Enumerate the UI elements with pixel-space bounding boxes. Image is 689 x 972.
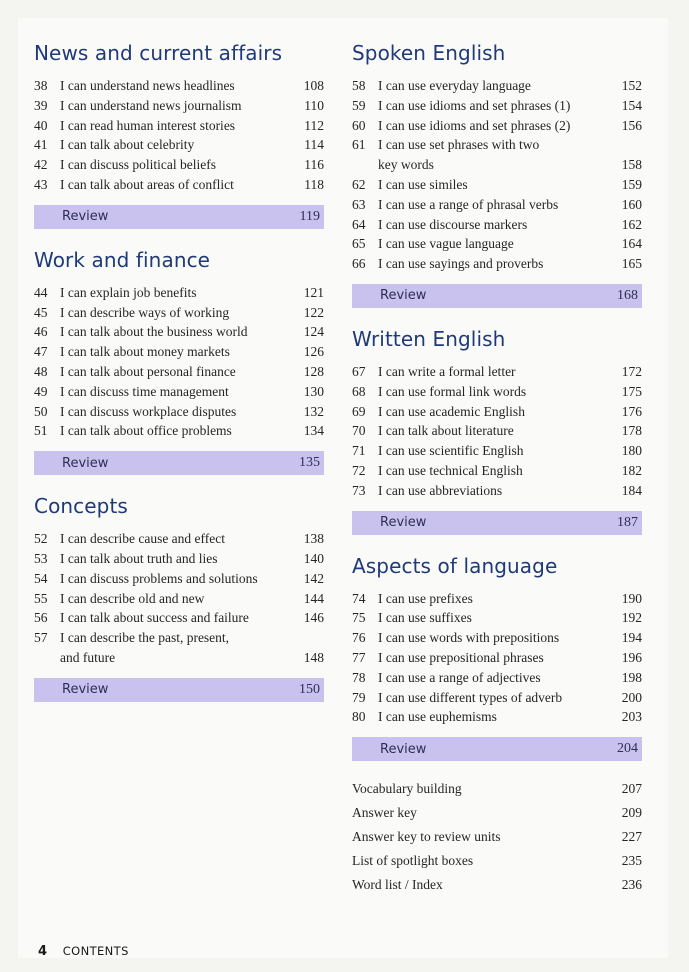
unit-title: I can understand news journalism bbox=[60, 97, 242, 113]
unit-number: 64 bbox=[352, 216, 366, 232]
unit-entry[interactable] bbox=[34, 322, 324, 342]
unit-number: 51 bbox=[34, 423, 48, 439]
unit-page-number: 146 bbox=[303, 610, 324, 626]
back-matter-title: Vocabulary building bbox=[352, 781, 462, 797]
unit-number: 71 bbox=[352, 443, 366, 459]
unit-page-number: 180 bbox=[621, 443, 642, 459]
unit-title: I can write a formal letter bbox=[378, 363, 516, 379]
unit-list bbox=[34, 529, 324, 668]
review-label: Review bbox=[380, 741, 427, 757]
unit-title: I can use vague language bbox=[378, 236, 514, 252]
unit-title: I can use suffixes bbox=[378, 610, 472, 626]
unit-page-number: 118 bbox=[304, 176, 324, 192]
review-band[interactable] bbox=[352, 284, 642, 308]
unit-page-number: 152 bbox=[621, 78, 642, 93]
unit-number: 40 bbox=[34, 117, 48, 133]
unit-entry[interactable] bbox=[34, 628, 324, 668]
unit-title: I can talk about literature bbox=[378, 423, 514, 439]
section bbox=[352, 551, 642, 762]
unit-page-number: 203 bbox=[621, 709, 642, 725]
unit-number: 73 bbox=[352, 482, 366, 498]
unit-number: 77 bbox=[352, 649, 366, 665]
unit-entry[interactable] bbox=[352, 481, 642, 501]
page-footer bbox=[38, 944, 129, 959]
unit-page-number: 172 bbox=[621, 363, 642, 379]
unit-number: 78 bbox=[352, 669, 366, 685]
unit-entry[interactable] bbox=[352, 76, 642, 96]
unit-list bbox=[34, 76, 324, 195]
section-heading: Concepts bbox=[34, 494, 128, 519]
unit-number: 62 bbox=[352, 176, 366, 192]
review-band[interactable] bbox=[352, 511, 642, 535]
unit-page-number: 112 bbox=[304, 117, 324, 133]
back-matter-page-number: 209 bbox=[621, 805, 642, 821]
unit-number: 53 bbox=[34, 550, 48, 566]
unit-number: 52 bbox=[34, 531, 48, 547]
unit-page-number: 108 bbox=[303, 78, 324, 93]
unit-entry[interactable] bbox=[352, 668, 642, 688]
unit-number: 56 bbox=[34, 610, 48, 626]
back-matter-page-number: 227 bbox=[621, 829, 642, 845]
unit-number: 44 bbox=[34, 284, 48, 300]
back-matter-entry[interactable] bbox=[352, 801, 642, 825]
unit-title: I can describe ways of working bbox=[60, 304, 230, 320]
unit-entry[interactable] bbox=[352, 608, 642, 628]
unit-entry[interactable] bbox=[34, 283, 324, 303]
unit-page-number: 132 bbox=[303, 403, 324, 419]
unit-page-number: 190 bbox=[621, 590, 642, 606]
unit-entry[interactable] bbox=[34, 569, 324, 589]
review-label: Review bbox=[380, 515, 427, 531]
unit-page-number: 194 bbox=[621, 630, 642, 646]
unit-number: 55 bbox=[34, 590, 48, 606]
unit-number: 59 bbox=[352, 97, 366, 113]
unit-page-number: 148 bbox=[303, 649, 324, 665]
back-matter-entry[interactable] bbox=[352, 825, 642, 849]
unit-list bbox=[352, 76, 642, 274]
unit-entry[interactable] bbox=[34, 76, 324, 96]
unit-entry[interactable] bbox=[352, 402, 642, 422]
unit-list bbox=[352, 362, 642, 501]
unit-title: I can describe old and new bbox=[60, 590, 205, 606]
unit-number: 79 bbox=[352, 689, 366, 705]
unit-list bbox=[34, 283, 324, 441]
unit-title: I can use similes bbox=[378, 176, 468, 192]
unit-number: 66 bbox=[352, 256, 366, 272]
review-page-number: 168 bbox=[617, 287, 638, 303]
unit-title: I can talk about the business world bbox=[60, 324, 248, 340]
unit-title: I can explain job benefits bbox=[60, 284, 197, 300]
section-heading: Spoken English bbox=[352, 41, 506, 65]
unit-entry[interactable] bbox=[34, 155, 324, 175]
review-band[interactable] bbox=[34, 451, 324, 475]
unit-page-number: 200 bbox=[621, 689, 642, 705]
review-label: Review bbox=[62, 455, 109, 471]
unit-title: I can use idioms and set phrases (2) bbox=[378, 117, 571, 133]
back-matter-title: Word list / Index bbox=[352, 877, 443, 893]
unit-title: I can use a range of adjectives bbox=[378, 669, 541, 685]
unit-entry[interactable] bbox=[34, 529, 324, 549]
section-heading: Written English bbox=[352, 326, 506, 351]
unit-page-number: 165 bbox=[621, 256, 642, 272]
unit-title: I can use discourse markers bbox=[378, 216, 528, 232]
unit-entry[interactable] bbox=[352, 421, 642, 441]
section bbox=[34, 38, 324, 229]
unit-entry[interactable] bbox=[352, 215, 642, 235]
unit-page-number: 124 bbox=[303, 324, 324, 340]
unit-number: 45 bbox=[34, 304, 48, 320]
unit-number: 43 bbox=[34, 176, 48, 192]
back-matter-title: List of spotlight boxes bbox=[352, 853, 474, 869]
unit-number: 70 bbox=[352, 423, 366, 439]
unit-title: I can talk about celebrity bbox=[60, 137, 195, 153]
unit-title: I can discuss problems and solutions bbox=[60, 570, 258, 586]
unit-number: 60 bbox=[352, 117, 366, 133]
unit-number: 76 bbox=[352, 630, 366, 646]
unit-page-number: 182 bbox=[621, 462, 642, 478]
unit-number: 68 bbox=[352, 383, 366, 399]
unit-title: I can talk about success and failure bbox=[60, 610, 249, 626]
unit-number: 67 bbox=[352, 363, 366, 379]
unit-entry[interactable] bbox=[34, 402, 324, 422]
unit-title: I can use formal link words bbox=[378, 383, 527, 399]
unit-number: 48 bbox=[34, 363, 48, 379]
unit-entry[interactable] bbox=[34, 135, 324, 155]
back-matter-page-number: 207 bbox=[621, 781, 642, 797]
unit-number: 38 bbox=[34, 78, 48, 93]
unit-title: I can describe the past, present, and future bbox=[60, 630, 230, 665]
unit-number: 61 bbox=[352, 137, 366, 153]
unit-page-number: 128 bbox=[303, 363, 324, 379]
unit-entry[interactable] bbox=[352, 135, 642, 175]
footer-label: CONTENTS bbox=[62, 944, 129, 958]
unit-page-number: 144 bbox=[303, 590, 324, 606]
unit-number: 54 bbox=[34, 570, 48, 586]
unit-entry[interactable] bbox=[34, 549, 324, 569]
section bbox=[352, 38, 642, 308]
unit-entry[interactable] bbox=[34, 303, 324, 323]
unit-page-number: 122 bbox=[303, 304, 324, 320]
unit-title: I can use technical English bbox=[378, 462, 523, 478]
unit-page-number: 175 bbox=[621, 383, 642, 399]
unit-number: 42 bbox=[34, 157, 48, 173]
unit-page-number: 126 bbox=[303, 344, 324, 360]
unit-number: 41 bbox=[34, 137, 48, 153]
review-band[interactable] bbox=[34, 678, 324, 702]
unit-page-number: 130 bbox=[303, 383, 324, 399]
unit-entry[interactable] bbox=[34, 175, 324, 195]
unit-entry[interactable] bbox=[352, 362, 642, 382]
unit-number: 80 bbox=[352, 709, 366, 725]
unit-entry[interactable] bbox=[34, 116, 324, 136]
unit-entry[interactable] bbox=[352, 254, 642, 274]
back-matter-title: Answer key to review units bbox=[352, 829, 501, 845]
unit-title: I can discuss time management bbox=[60, 383, 229, 399]
review-page-number: 204 bbox=[617, 741, 638, 757]
unit-number: 63 bbox=[352, 196, 366, 212]
review-page-number: 150 bbox=[299, 681, 320, 697]
unit-entry[interactable] bbox=[34, 362, 324, 382]
unit-number: 47 bbox=[34, 344, 48, 360]
unit-entry[interactable] bbox=[34, 608, 324, 628]
unit-entry[interactable] bbox=[352, 589, 642, 609]
unit-entry[interactable] bbox=[352, 628, 642, 648]
review-label: Review bbox=[62, 682, 109, 698]
unit-title: I can understand news headlines bbox=[60, 78, 235, 93]
unit-title: I can use sayings and proverbs bbox=[378, 256, 544, 272]
back-matter-page-number: 236 bbox=[621, 877, 642, 893]
unit-title: I can talk about office problems bbox=[60, 423, 232, 439]
unit-title: I can use a range of phrasal verbs bbox=[378, 196, 559, 212]
unit-entry[interactable] bbox=[34, 421, 324, 441]
section-heading: Work and finance bbox=[34, 247, 211, 272]
unit-page-number: 192 bbox=[621, 610, 642, 626]
unit-page-number: 110 bbox=[304, 97, 324, 113]
unit-entry[interactable] bbox=[34, 96, 324, 116]
unit-entry[interactable] bbox=[34, 342, 324, 362]
unit-entry[interactable] bbox=[352, 688, 642, 708]
unit-number: 46 bbox=[34, 324, 48, 340]
unit-page-number: 114 bbox=[304, 137, 324, 153]
unit-entry[interactable] bbox=[352, 441, 642, 461]
unit-number: 65 bbox=[352, 236, 366, 252]
unit-entry[interactable] bbox=[352, 195, 642, 215]
unit-page-number: 154 bbox=[621, 97, 642, 113]
unit-title: I can read human interest stories bbox=[60, 117, 236, 133]
unit-entry[interactable] bbox=[34, 382, 324, 402]
unit-number: 72 bbox=[352, 462, 366, 478]
unit-title: I can talk about money markets bbox=[60, 344, 230, 360]
unit-title: I can use words with prepositions bbox=[378, 630, 560, 646]
review-page-number: 135 bbox=[299, 455, 320, 471]
unit-title: I can discuss political beliefs bbox=[60, 157, 216, 173]
unit-title: I can use abbreviations bbox=[378, 482, 503, 498]
unit-page-number: 158 bbox=[621, 157, 642, 173]
unit-entry[interactable] bbox=[352, 96, 642, 116]
section-heading: Aspects of language bbox=[352, 553, 558, 578]
unit-title: I can use euphemisms bbox=[378, 709, 497, 725]
back-matter-title: Answer key bbox=[352, 805, 417, 821]
back-matter-page-number: 235 bbox=[621, 853, 642, 869]
unit-title: I can use everyday language bbox=[378, 78, 531, 93]
unit-title: I can use idioms and set phrases (1) bbox=[378, 97, 571, 113]
section bbox=[34, 491, 324, 702]
review-page-number: 187 bbox=[617, 514, 638, 530]
unit-entry[interactable] bbox=[352, 116, 642, 136]
unit-title: I can use different types of adverb bbox=[378, 689, 563, 705]
unit-page-number: 159 bbox=[621, 176, 642, 192]
unit-title: I can discuss workplace disputes bbox=[60, 403, 237, 419]
unit-page-number: 121 bbox=[303, 284, 324, 300]
unit-entry[interactable] bbox=[352, 382, 642, 402]
unit-number: 49 bbox=[34, 383, 48, 399]
unit-page-number: 164 bbox=[621, 236, 642, 252]
unit-entry[interactable] bbox=[352, 175, 642, 195]
unit-number: 75 bbox=[352, 610, 366, 626]
unit-title: I can talk about personal finance bbox=[60, 363, 236, 379]
unit-number: 58 bbox=[352, 78, 366, 93]
unit-title: I can use academic English bbox=[378, 403, 525, 419]
unit-title: I can talk about truth and lies bbox=[60, 550, 218, 566]
review-label: Review bbox=[62, 209, 109, 225]
unit-page-number: 156 bbox=[621, 117, 642, 133]
back-matter-entry[interactable] bbox=[352, 873, 642, 897]
unit-number: 39 bbox=[34, 97, 48, 113]
back-matter-entry[interactable] bbox=[352, 849, 642, 873]
left-column bbox=[34, 38, 324, 718]
unit-title: I can use prepositional phrases bbox=[378, 649, 544, 665]
unit-list bbox=[352, 589, 642, 728]
unit-number: 57 bbox=[34, 630, 48, 646]
unit-page-number: 116 bbox=[304, 157, 324, 173]
review-page-number: 119 bbox=[299, 208, 320, 224]
unit-page-number: 178 bbox=[621, 423, 642, 439]
right-column bbox=[352, 38, 642, 897]
review-label: Review bbox=[380, 288, 427, 304]
unit-page-number: 160 bbox=[621, 196, 642, 212]
unit-number: 69 bbox=[352, 403, 366, 419]
unit-entry[interactable] bbox=[352, 707, 642, 727]
unit-page-number: 198 bbox=[621, 669, 642, 685]
unit-number: 50 bbox=[34, 403, 48, 419]
unit-page-number: 138 bbox=[303, 531, 324, 547]
review-band[interactable] bbox=[34, 205, 324, 229]
unit-page-number: 142 bbox=[303, 570, 324, 586]
section bbox=[34, 245, 324, 475]
unit-number: 74 bbox=[352, 590, 366, 606]
unit-entry[interactable] bbox=[34, 589, 324, 609]
unit-entry[interactable] bbox=[352, 648, 642, 668]
footer-page-number: 4 bbox=[38, 944, 48, 959]
unit-title: I can describe cause and effect bbox=[60, 531, 226, 547]
unit-title: I can use scientific English bbox=[378, 443, 524, 459]
back-matter-entry[interactable] bbox=[352, 777, 642, 801]
back-matter-list bbox=[352, 777, 642, 897]
unit-page-number: 176 bbox=[621, 403, 642, 419]
unit-page-number: 184 bbox=[621, 482, 642, 498]
unit-page-number: 134 bbox=[303, 423, 324, 439]
unit-page-number: 162 bbox=[621, 216, 642, 232]
unit-title: I can talk about areas of conflict bbox=[60, 176, 234, 192]
unit-page-number: 196 bbox=[621, 649, 642, 665]
section bbox=[352, 324, 642, 535]
unit-entry[interactable] bbox=[352, 461, 642, 481]
section-heading: News and current affairs bbox=[34, 41, 283, 65]
unit-title: I can use set phrases with two key words bbox=[378, 137, 540, 173]
unit-page-number: 140 bbox=[303, 550, 324, 566]
review-band[interactable] bbox=[352, 737, 642, 761]
unit-entry[interactable] bbox=[352, 234, 642, 254]
unit-title: I can use prefixes bbox=[378, 590, 473, 606]
